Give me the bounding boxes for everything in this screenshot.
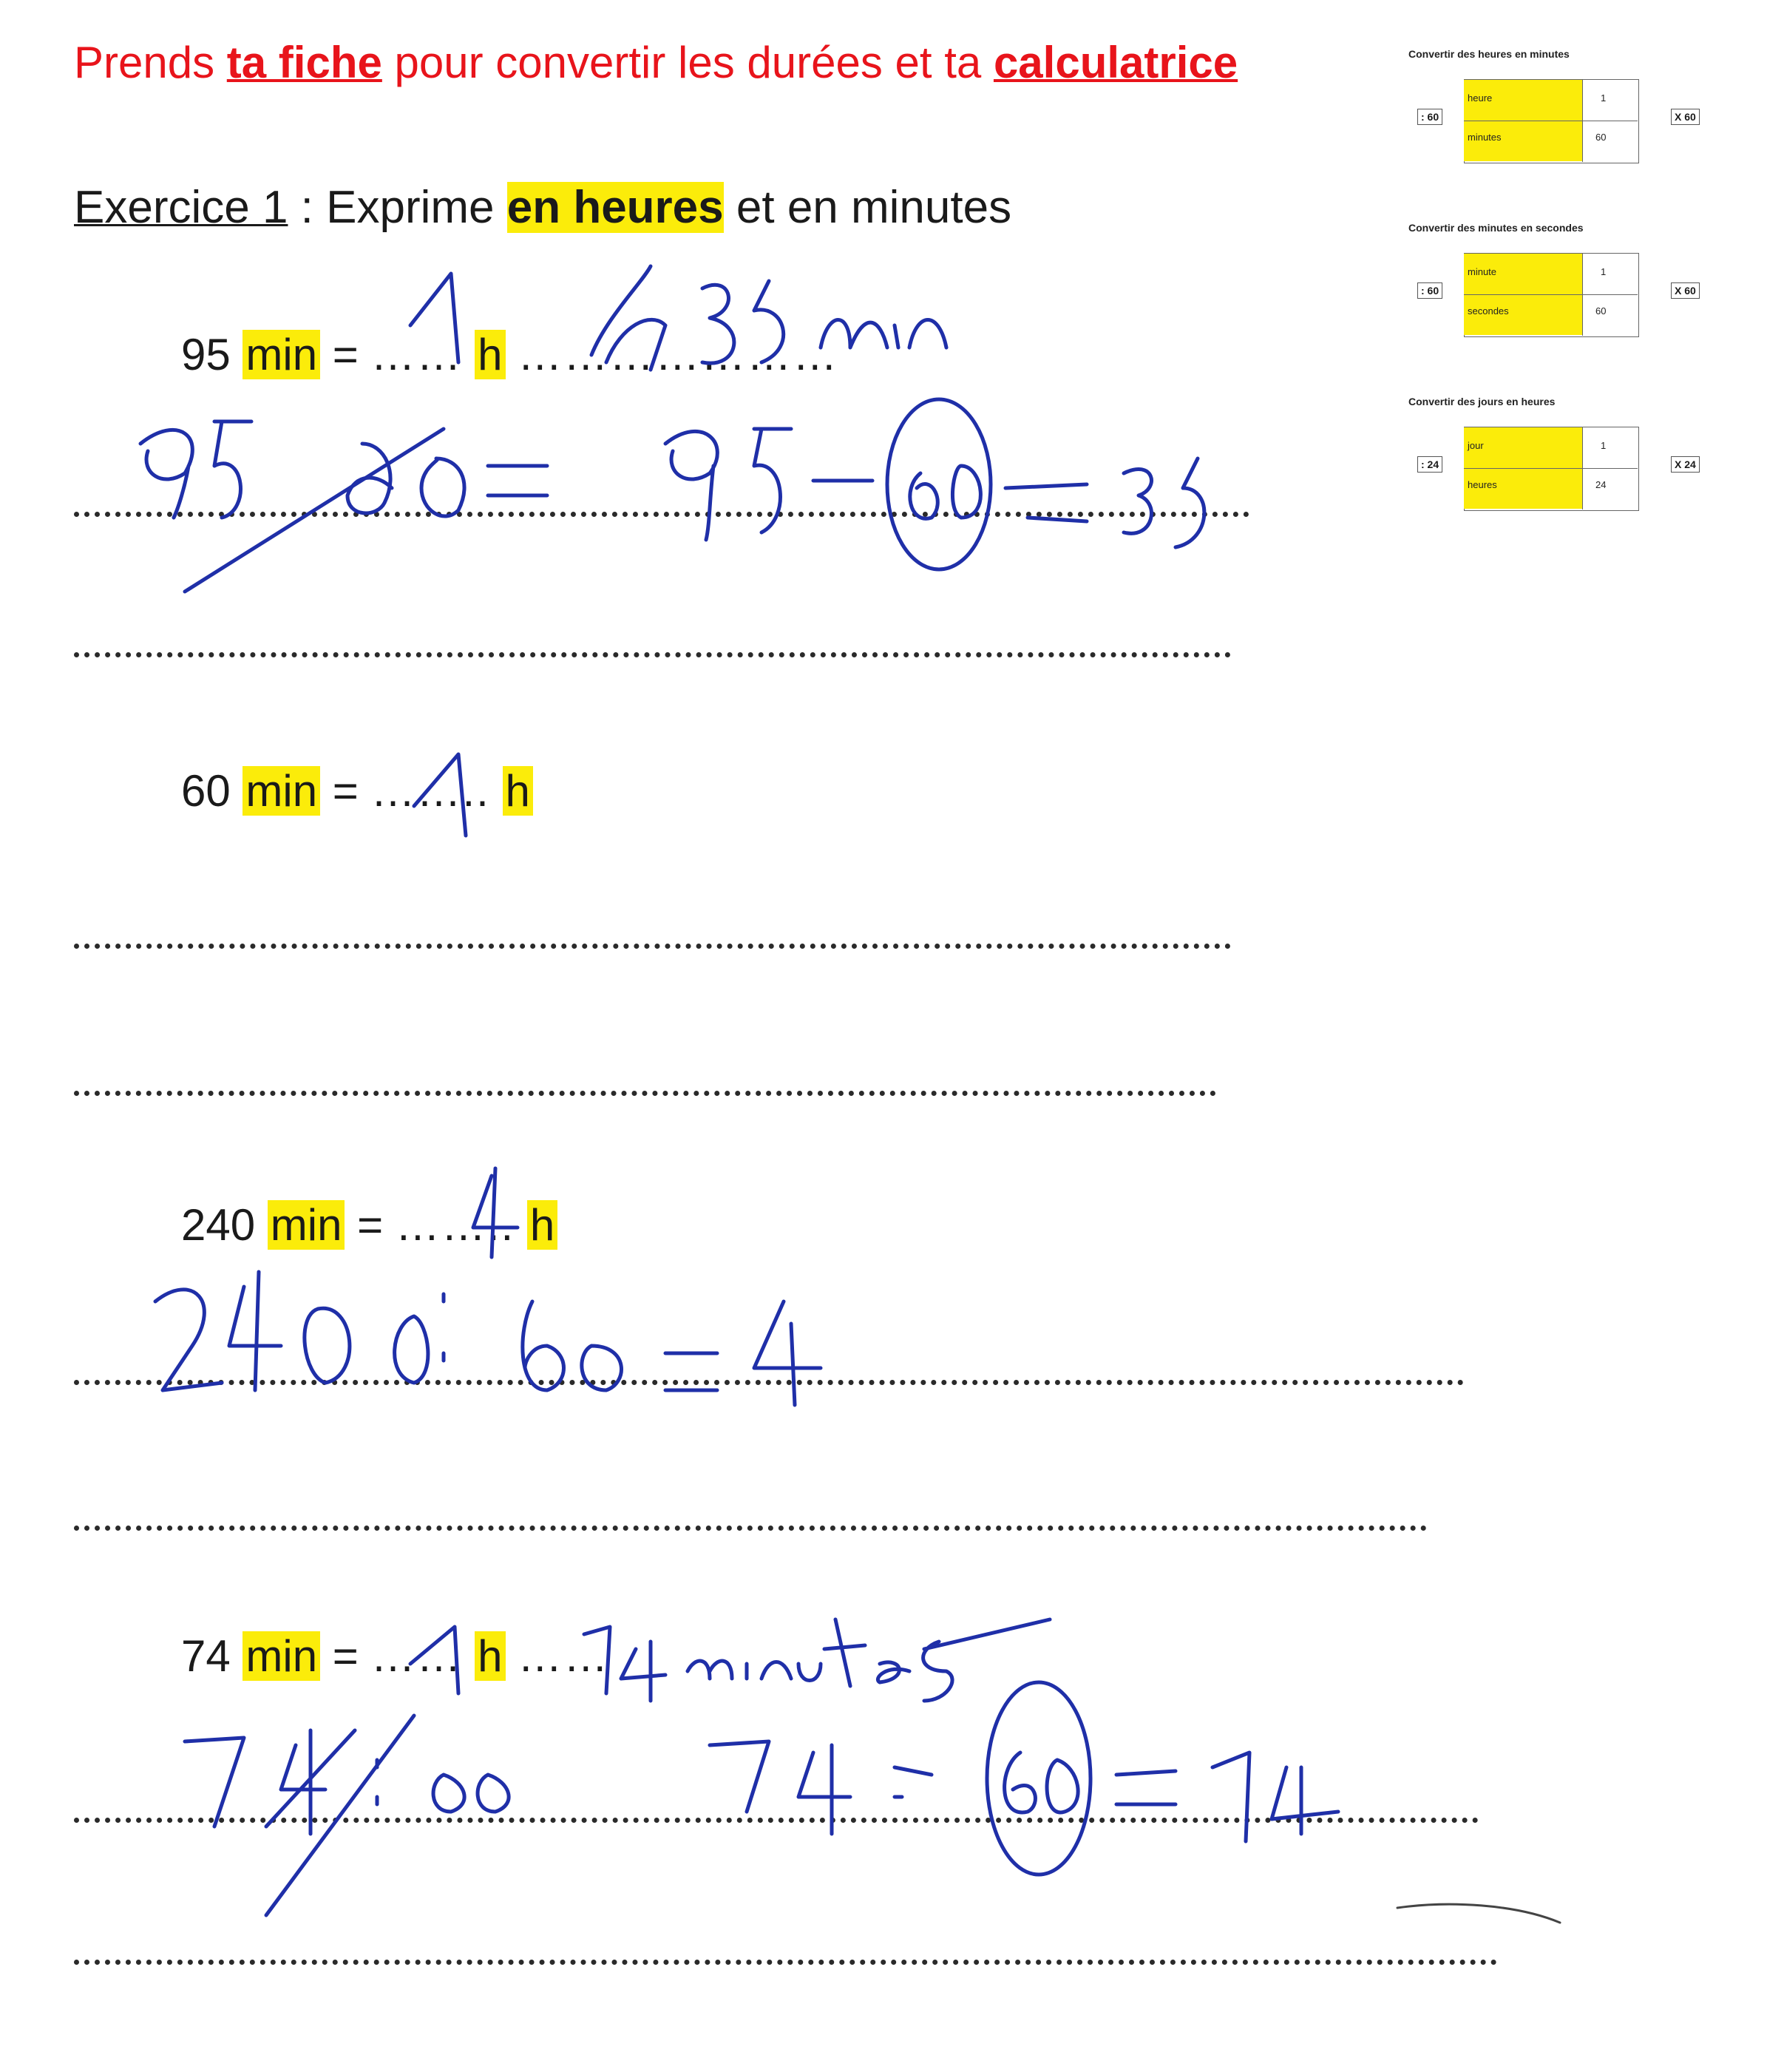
handwriting-q4-minutes — [584, 1619, 1050, 1701]
reference-row1-label: jour — [1468, 440, 1484, 451]
q1-hour-unit: h — [475, 330, 505, 379]
reference-row2-value: 60 — [1595, 132, 1607, 143]
reference-row1-value: 1 — [1601, 440, 1607, 451]
q3-equals: = — [357, 1200, 384, 1250]
q2-equals: = — [332, 766, 359, 816]
q2-dots-1: …….. — [370, 766, 490, 816]
q1-number: 95 — [181, 330, 231, 379]
reference-row1-label: heure — [1468, 92, 1493, 104]
q2-unit: min — [242, 766, 320, 816]
handwriting-q1-circle — [887, 399, 991, 569]
handwriting-q1-hour — [410, 274, 458, 362]
q4-unit: min — [242, 1631, 320, 1681]
handwriting-q1-minutes — [591, 266, 946, 370]
q4-number: 74 — [181, 1631, 231, 1681]
handwriting-q1-work-95b — [665, 429, 872, 540]
handwriting-q3-work — [155, 1272, 821, 1405]
q3-number: 240 — [181, 1200, 256, 1250]
reference-right-operator: X 60 — [1671, 109, 1700, 125]
handwriting-q4-hour — [410, 1627, 458, 1693]
handwriting-q3-answer — [473, 1168, 518, 1257]
handwriting-q1-work-95 — [140, 421, 251, 518]
q2-hour-unit: h — [503, 766, 533, 816]
instruction-text-2: pour convertir les durées et ta — [381, 38, 994, 87]
stray-mark — [1397, 1904, 1560, 1923]
handwriting-q4-work-rest — [1005, 1753, 1338, 1841]
reference-title: Convertir des heures en minutes — [1408, 48, 1570, 60]
handwriting-q1-slash — [185, 429, 444, 592]
reference-left-operator: : 24 — [1417, 456, 1442, 473]
instruction-text-1: Prends — [74, 38, 227, 87]
q4-equals: = — [332, 1631, 359, 1681]
q1-dots-1: …… — [370, 330, 463, 379]
reference-left-operator: : 60 — [1417, 282, 1442, 299]
reference-title: Convertir des jours en heures — [1408, 396, 1556, 407]
q4-hour-unit: h — [475, 1631, 505, 1681]
reference-row1-value: 1 — [1601, 266, 1607, 277]
exercise-sep: : Exprime — [288, 182, 507, 233]
handwriting-q1-work-60 — [347, 444, 547, 516]
q2-number: 60 — [181, 766, 231, 816]
q4-dots-2: …… — [518, 1631, 610, 1681]
handwriting-q2-answer — [414, 754, 466, 836]
handwriting-q4-work-a — [185, 1730, 509, 1834]
q1-dots-2: ………………… — [518, 330, 839, 379]
instruction-calculatrice: calculatrice — [993, 38, 1238, 87]
instruction-ta-fiche: ta fiche — [226, 38, 382, 87]
reference-row2-label: minutes — [1468, 132, 1502, 143]
handwriting-q4-work-b — [710, 1741, 932, 1834]
reference-row1-value: 1 — [1601, 92, 1607, 104]
exercise-label: Exercice 1 — [74, 182, 288, 233]
q3-hour-unit: h — [527, 1200, 557, 1250]
handwriting-q1-work-rest — [910, 458, 1204, 547]
reference-row2-value: 60 — [1595, 305, 1607, 316]
q3-dots-1: …….. — [395, 1200, 515, 1250]
reference-row1-label: minute — [1468, 266, 1497, 277]
reference-row2-label: heures — [1468, 479, 1497, 490]
q3-unit: min — [268, 1200, 345, 1250]
exercise-rest: et en minutes — [723, 182, 1012, 233]
q1-unit: min — [242, 330, 320, 379]
q1-equals: = — [332, 330, 359, 379]
reference-left-operator: : 60 — [1417, 109, 1442, 125]
reference-row2-label: secondes — [1468, 305, 1509, 316]
reference-right-operator: X 24 — [1671, 456, 1700, 473]
exercise-highlight: en heures — [506, 182, 724, 233]
reference-row2-value: 24 — [1595, 479, 1607, 490]
q4-dots-1: …… — [370, 1631, 463, 1681]
reference-right-operator: X 60 — [1671, 282, 1700, 299]
reference-title: Convertir des minutes en secondes — [1408, 222, 1584, 234]
